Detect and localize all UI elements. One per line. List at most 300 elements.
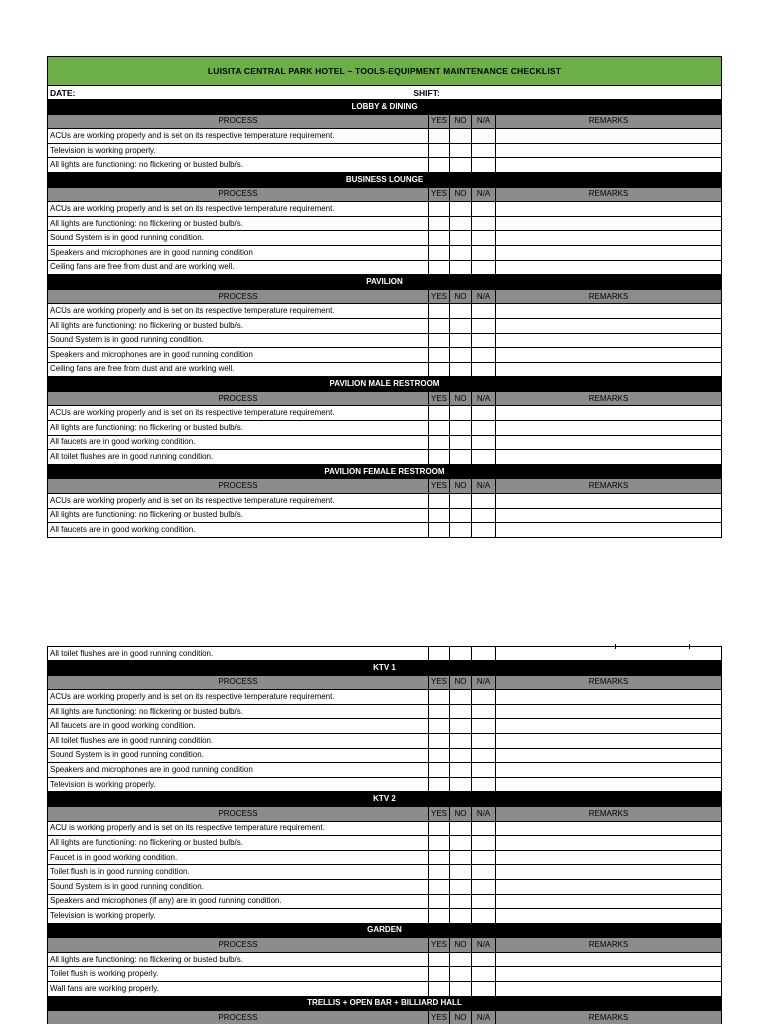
process-text: All faucets are in good working condition. (48, 719, 429, 734)
checklist-row (48, 763, 722, 778)
no-column-header: NO (450, 675, 472, 690)
remarks-cell[interactable] (496, 850, 722, 865)
section-header-row (48, 377, 722, 392)
process-text: All lights are functioning: no flickering or busted bulb/s. (48, 158, 429, 173)
na-checkbox-cell[interactable] (472, 406, 496, 421)
remarks-cell[interactable] (496, 421, 722, 436)
na-checkbox-cell[interactable] (472, 865, 496, 880)
yes-checkbox-cell[interactable] (429, 894, 450, 909)
na-checkbox-cell[interactable] (472, 333, 496, 348)
checklist-row (48, 836, 722, 851)
checklist-row (48, 967, 722, 982)
remarks-cell[interactable] (496, 733, 722, 748)
na-checkbox-cell[interactable] (472, 348, 496, 363)
no-column-header: NO (450, 289, 472, 304)
no-checkbox-cell[interactable] (450, 158, 472, 173)
checklist-table-page-2 (47, 646, 722, 1024)
no-checkbox-cell[interactable] (450, 216, 472, 231)
checklist-row (48, 865, 722, 880)
yes-checkbox-cell[interactable] (429, 202, 450, 217)
process-column-header: PROCESS (48, 391, 429, 406)
yes-checkbox-cell[interactable] (429, 450, 450, 465)
na-checkbox-cell[interactable] (472, 719, 496, 734)
yes-checkbox-cell[interactable] (429, 690, 450, 705)
na-checkbox-cell[interactable] (472, 850, 496, 865)
na-checkbox-cell[interactable] (472, 523, 496, 538)
checklist-row (48, 909, 722, 924)
no-checkbox-cell[interactable] (450, 523, 472, 538)
checklist-row (48, 690, 722, 705)
remarks-cell[interactable] (496, 952, 722, 967)
remarks-column-header: REMARKS (496, 114, 722, 129)
remarks-cell[interactable] (496, 909, 722, 924)
process-text: All lights are functioning: no flickering or busted bulb/s. (48, 508, 429, 523)
process-text: All toilet flushes are in good running condition. (48, 733, 429, 748)
no-checkbox-cell[interactable] (450, 704, 472, 719)
no-checkbox-cell[interactable] (450, 260, 472, 275)
no-checkbox-cell[interactable] (450, 202, 472, 217)
no-checkbox-cell[interactable] (450, 719, 472, 734)
process-column-header: PROCESS (48, 289, 429, 304)
yes-checkbox-cell[interactable] (429, 143, 450, 158)
remarks-cell[interactable] (496, 260, 722, 275)
no-column-header: NO (450, 479, 472, 494)
na-checkbox-cell[interactable] (472, 909, 496, 924)
yes-checkbox-cell[interactable] (429, 245, 450, 260)
yes-checkbox-cell[interactable] (429, 508, 450, 523)
checklist-row (48, 719, 722, 734)
process-text: Television is working properly. (48, 777, 429, 792)
na-checkbox-cell[interactable] (472, 129, 496, 144)
remarks-cell[interactable] (496, 704, 722, 719)
checklist-row (48, 733, 722, 748)
no-checkbox-cell[interactable] (450, 850, 472, 865)
remarks-cell[interactable] (496, 494, 722, 509)
checklist-table-page-1 (47, 56, 722, 538)
process-text: Sound System is in good running condition. (48, 231, 429, 246)
no-checkbox-cell[interactable] (450, 879, 472, 894)
no-checkbox-cell[interactable] (450, 435, 472, 450)
yes-checkbox-cell[interactable] (429, 158, 450, 173)
no-checkbox-cell[interactable] (450, 406, 472, 421)
process-text: Television is working properly. (48, 909, 429, 924)
na-column-header: N/A (472, 289, 496, 304)
yes-checkbox-cell[interactable] (429, 129, 450, 144)
checklist-row (48, 879, 722, 894)
na-checkbox-cell[interactable] (472, 202, 496, 217)
remarks-cell[interactable] (496, 333, 722, 348)
yes-checkbox-cell[interactable] (429, 260, 450, 275)
process-column-header: PROCESS (48, 675, 429, 690)
remarks-cell[interactable] (496, 304, 722, 319)
na-checkbox-cell[interactable] (472, 435, 496, 450)
yes-checkbox-cell[interactable] (429, 362, 450, 377)
process-text: All lights are functioning: no flickering or busted bulb/s. (48, 836, 429, 851)
yes-checkbox-cell[interactable] (429, 231, 450, 246)
no-checkbox-cell[interactable] (450, 508, 472, 523)
na-column-header: N/A (472, 187, 496, 202)
process-text: All lights are functioning: no flickering or busted bulb/s. (48, 318, 429, 333)
remarks-column-header: REMARKS (496, 675, 722, 690)
no-checkbox-cell[interactable] (450, 304, 472, 319)
column-header-row (48, 675, 722, 690)
no-checkbox-cell[interactable] (450, 952, 472, 967)
no-checkbox-cell[interactable] (450, 129, 472, 144)
no-checkbox-cell[interactable] (450, 909, 472, 924)
yes-checkbox-cell[interactable] (429, 733, 450, 748)
process-text: Ceiling fans are free from dust and are working well. (48, 362, 429, 377)
column-header-row (48, 114, 722, 129)
process-text: ACUs are working properly and is set on its respective temperature requirement. (48, 129, 429, 144)
na-checkbox-cell[interactable] (472, 318, 496, 333)
process-text: Wall fans are working properly. (48, 982, 429, 997)
checklist-row (48, 202, 722, 217)
yes-checkbox-cell[interactable] (429, 421, 450, 436)
yes-checkbox-cell[interactable] (429, 836, 450, 851)
yes-column-header: YES (429, 391, 450, 406)
na-checkbox-cell[interactable] (472, 967, 496, 982)
remarks-column-header: REMARKS (496, 1011, 722, 1024)
yes-column-header: YES (429, 806, 450, 821)
na-checkbox-cell[interactable] (472, 733, 496, 748)
process-text: ACUs are working properly and is set on its respective temperature requirement. (48, 202, 429, 217)
yes-checkbox-cell[interactable] (429, 494, 450, 509)
process-text: All toilet flushes are in good running condition. (48, 647, 429, 661)
shift-label: SHIFT: (413, 87, 440, 98)
remarks-cell[interactable] (496, 894, 722, 909)
no-column-header: NO (450, 1011, 472, 1024)
na-checkbox-cell[interactable] (472, 982, 496, 997)
process-column-header: PROCESS (48, 938, 429, 953)
yes-checkbox-cell[interactable] (429, 879, 450, 894)
checklist-row (48, 231, 722, 246)
no-checkbox-cell[interactable] (450, 690, 472, 705)
yes-checkbox-cell[interactable] (429, 719, 450, 734)
na-checkbox-cell[interactable] (472, 704, 496, 719)
no-checkbox-cell[interactable] (450, 333, 472, 348)
no-checkbox-cell[interactable] (450, 450, 472, 465)
no-checkbox-cell[interactable] (450, 494, 472, 509)
date-label: DATE: (50, 87, 76, 98)
section-header-row (48, 172, 722, 187)
remarks-cell[interactable] (496, 143, 722, 158)
yes-column-header: YES (429, 938, 450, 953)
remarks-cell[interactable] (496, 216, 722, 231)
remarks-cell[interactable] (496, 836, 722, 851)
no-checkbox-cell[interactable] (450, 318, 472, 333)
remarks-cell[interactable] (496, 450, 722, 465)
checklist-row (48, 450, 722, 465)
no-checkbox-cell[interactable] (450, 777, 472, 792)
remarks-cell[interactable] (496, 821, 722, 836)
section-title: TRELLIS + OPEN BAR + BILLIARD HALL (48, 996, 722, 1011)
process-text: All faucets are in good working condition. (48, 523, 429, 538)
na-checkbox-cell[interactable] (472, 421, 496, 436)
column-header-row (48, 479, 722, 494)
no-checkbox-cell[interactable] (450, 733, 472, 748)
section-header-row (48, 275, 722, 290)
section-title: GARDEN (48, 923, 722, 938)
no-column-header: NO (450, 938, 472, 953)
yes-checkbox-cell[interactable] (429, 523, 450, 538)
checklist-page-2 (47, 646, 721, 1024)
no-checkbox-cell[interactable] (450, 763, 472, 778)
process-text: All lights are functioning: no flickering or busted bulb/s. (48, 704, 429, 719)
na-checkbox-cell[interactable] (472, 362, 496, 377)
na-checkbox-cell[interactable] (472, 158, 496, 173)
section-header-row (48, 996, 722, 1011)
remarks-cell[interactable] (496, 318, 722, 333)
remarks-column-header: REMARKS (496, 187, 722, 202)
yes-column-header: YES (429, 479, 450, 494)
yes-checkbox-cell[interactable] (429, 909, 450, 924)
yes-checkbox-cell[interactable] (429, 748, 450, 763)
yes-column-header: YES (429, 1011, 450, 1024)
remarks-cell[interactable] (496, 748, 722, 763)
process-column-header: PROCESS (48, 1011, 429, 1024)
column-header-row (48, 289, 722, 304)
process-text: All lights are functioning: no flickering or busted bulb/s. (48, 216, 429, 231)
checklist-row (48, 704, 722, 719)
checklist-row (48, 435, 722, 450)
section-title: PAVILION MALE RESTROOM (48, 377, 722, 392)
checklist-title: LUISITA CENTRAL PARK HOTEL ~ TOOLS-EQUIPMENT MAINTENANCE CHECKLIST (48, 57, 722, 86)
section-header-row (48, 100, 722, 115)
process-column-header: PROCESS (48, 114, 429, 129)
yes-checkbox-cell[interactable] (429, 406, 450, 421)
no-checkbox-cell[interactable] (450, 982, 472, 997)
na-checkbox-cell[interactable] (472, 763, 496, 778)
checklist-row (48, 333, 722, 348)
yes-checkbox-cell[interactable] (429, 435, 450, 450)
na-checkbox-cell[interactable] (472, 748, 496, 763)
process-text: ACUs are working properly and is set on its respective temperature requirement. (48, 406, 429, 421)
na-checkbox-cell[interactable] (472, 143, 496, 158)
process-text: Faucet is in good working condition. (48, 850, 429, 865)
section-title: LOBBY & DINING (48, 100, 722, 115)
remarks-cell[interactable] (496, 435, 722, 450)
yes-checkbox-cell[interactable] (429, 704, 450, 719)
na-column-header: N/A (472, 114, 496, 129)
remarks-cell[interactable] (496, 719, 722, 734)
date-shift-row (48, 86, 722, 100)
yes-checkbox-cell[interactable] (429, 647, 450, 661)
checklist-row (48, 850, 722, 865)
na-checkbox-cell[interactable] (472, 952, 496, 967)
no-checkbox-cell[interactable] (450, 647, 472, 661)
checklist-row (48, 523, 722, 538)
process-text: ACUs are working properly and is set on its respective temperature requirement. (48, 690, 429, 705)
yes-checkbox-cell[interactable] (429, 216, 450, 231)
remarks-cell[interactable] (496, 362, 722, 377)
process-column-header: PROCESS (48, 187, 429, 202)
process-column-header: PROCESS (48, 479, 429, 494)
yes-checkbox-cell[interactable] (429, 318, 450, 333)
checklist-row (48, 158, 722, 173)
continuation-row (48, 647, 722, 661)
no-column-header: NO (450, 806, 472, 821)
no-checkbox-cell[interactable] (450, 967, 472, 982)
remarks-cell[interactable] (496, 690, 722, 705)
remarks-column-header: REMARKS (496, 938, 722, 953)
remarks-cell[interactable] (496, 647, 722, 661)
remarks-cell[interactable] (496, 523, 722, 538)
na-checkbox-cell[interactable] (472, 216, 496, 231)
remarks-cell[interactable] (496, 406, 722, 421)
remarks-cell[interactable] (496, 202, 722, 217)
remarks-column-header: REMARKS (496, 391, 722, 406)
na-checkbox-cell[interactable] (472, 879, 496, 894)
na-column-header: N/A (472, 1011, 496, 1024)
no-checkbox-cell[interactable] (450, 748, 472, 763)
na-checkbox-cell[interactable] (472, 821, 496, 836)
no-checkbox-cell[interactable] (450, 865, 472, 880)
checklist-row (48, 508, 722, 523)
process-text: Toilet flush is in good running condition. (48, 865, 429, 880)
no-checkbox-cell[interactable] (450, 821, 472, 836)
section-header-row (48, 464, 722, 479)
yes-checkbox-cell[interactable] (429, 348, 450, 363)
yes-checkbox-cell[interactable] (429, 967, 450, 982)
na-checkbox-cell[interactable] (472, 450, 496, 465)
na-checkbox-cell[interactable] (472, 231, 496, 246)
na-checkbox-cell[interactable] (472, 647, 496, 661)
yes-checkbox-cell[interactable] (429, 333, 450, 348)
yes-checkbox-cell[interactable] (429, 821, 450, 836)
process-text: All lights are functioning: no flickering or busted bulb/s. (48, 952, 429, 967)
column-header-row (48, 391, 722, 406)
column-header-row (48, 938, 722, 953)
checklist-row (48, 216, 722, 231)
remarks-cell[interactable] (496, 508, 722, 523)
no-checkbox-cell[interactable] (450, 836, 472, 851)
remarks-cell[interactable] (496, 348, 722, 363)
checklist-row (48, 348, 722, 363)
yes-checkbox-cell[interactable] (429, 982, 450, 997)
checklist-row (48, 260, 722, 275)
no-column-header: NO (450, 114, 472, 129)
process-text: All faucets are in good working condition. (48, 435, 429, 450)
process-text: Speakers and microphones (if any) are in good running condition. (48, 894, 429, 909)
process-text: ACU is working properly and is set on its respective temperature requirement. (48, 821, 429, 836)
title-row (48, 57, 722, 86)
yes-column-header: YES (429, 114, 450, 129)
checklist-row (48, 494, 722, 509)
process-text: Ceiling fans are free from dust and are working well. (48, 260, 429, 275)
no-column-header: NO (450, 391, 472, 406)
remarks-column-header: REMARKS (496, 479, 722, 494)
process-text: Sound System is in good running condition. (48, 748, 429, 763)
remarks-cell[interactable] (496, 879, 722, 894)
remarks-cell[interactable] (496, 982, 722, 997)
na-checkbox-cell[interactable] (472, 777, 496, 792)
yes-checkbox-cell[interactable] (429, 777, 450, 792)
remarks-column-header: REMARKS (496, 806, 722, 821)
process-text: Television is working properly. (48, 143, 429, 158)
na-checkbox-cell[interactable] (472, 508, 496, 523)
yes-column-header: YES (429, 289, 450, 304)
process-text: Speakers and microphones are in good running condition (48, 348, 429, 363)
checklist-row (48, 245, 722, 260)
no-checkbox-cell[interactable] (450, 348, 472, 363)
process-text: Speakers and microphones are in good running condition (48, 763, 429, 778)
no-column-header: NO (450, 187, 472, 202)
yes-checkbox-cell[interactable] (429, 304, 450, 319)
no-checkbox-cell[interactable] (450, 362, 472, 377)
no-checkbox-cell[interactable] (450, 231, 472, 246)
na-column-header: N/A (472, 806, 496, 821)
na-checkbox-cell[interactable] (472, 894, 496, 909)
yes-column-header: YES (429, 675, 450, 690)
na-column-header: N/A (472, 938, 496, 953)
yes-checkbox-cell[interactable] (429, 850, 450, 865)
na-checkbox-cell[interactable] (472, 245, 496, 260)
checklist-page-1 (47, 56, 721, 538)
checklist-row (48, 748, 722, 763)
checklist-row (48, 318, 722, 333)
process-text: ACUs are working properly and is set on its respective temperature requirement. (48, 494, 429, 509)
checklist-row (48, 129, 722, 144)
checklist-row (48, 821, 722, 836)
yes-checkbox-cell[interactable] (429, 865, 450, 880)
process-text: Sound System is in good running condition. (48, 879, 429, 894)
process-text: Speakers and microphones are in good running condition (48, 245, 429, 260)
yes-checkbox-cell[interactable] (429, 952, 450, 967)
na-checkbox-cell[interactable] (472, 304, 496, 319)
section-title: PAVILION FEMALE RESTROOM (48, 464, 722, 479)
remarks-cell[interactable] (496, 129, 722, 144)
na-checkbox-cell[interactable] (472, 836, 496, 851)
na-column-header: N/A (472, 391, 496, 406)
remarks-cell[interactable] (496, 777, 722, 792)
yes-checkbox-cell[interactable] (429, 763, 450, 778)
no-checkbox-cell[interactable] (450, 421, 472, 436)
checklist-row (48, 777, 722, 792)
checklist-row (48, 406, 722, 421)
remarks-cell[interactable] (496, 158, 722, 173)
checklist-row (48, 362, 722, 377)
remarks-cell[interactable] (496, 763, 722, 778)
na-checkbox-cell[interactable] (472, 494, 496, 509)
checklist-row (48, 421, 722, 436)
no-checkbox-cell[interactable] (450, 143, 472, 158)
remarks-cell[interactable] (496, 245, 722, 260)
section-title: KTV 2 (48, 792, 722, 807)
na-column-header: N/A (472, 479, 496, 494)
process-text: Sound System is in good running condition. (48, 333, 429, 348)
na-checkbox-cell[interactable] (472, 690, 496, 705)
na-checkbox-cell[interactable] (472, 260, 496, 275)
process-column-header: PROCESS (48, 806, 429, 821)
section-title: BUSINESS LOUNGE (48, 172, 722, 187)
section-title: KTV 1 (48, 661, 722, 676)
checklist-row (48, 894, 722, 909)
remarks-cell[interactable] (496, 865, 722, 880)
section-header-row (48, 661, 722, 676)
column-header-row (48, 806, 722, 821)
remarks-cell[interactable] (496, 967, 722, 982)
no-checkbox-cell[interactable] (450, 894, 472, 909)
checklist-row (48, 982, 722, 997)
process-text: Toilet flush is working properly. (48, 967, 429, 982)
section-title: PAVILION (48, 275, 722, 290)
process-text: All lights are functioning: no flickering or busted bulb/s. (48, 421, 429, 436)
section-header-row (48, 792, 722, 807)
remarks-column-header: REMARKS (496, 289, 722, 304)
checklist-row (48, 143, 722, 158)
remarks-cell[interactable] (496, 231, 722, 246)
no-checkbox-cell[interactable] (450, 245, 472, 260)
